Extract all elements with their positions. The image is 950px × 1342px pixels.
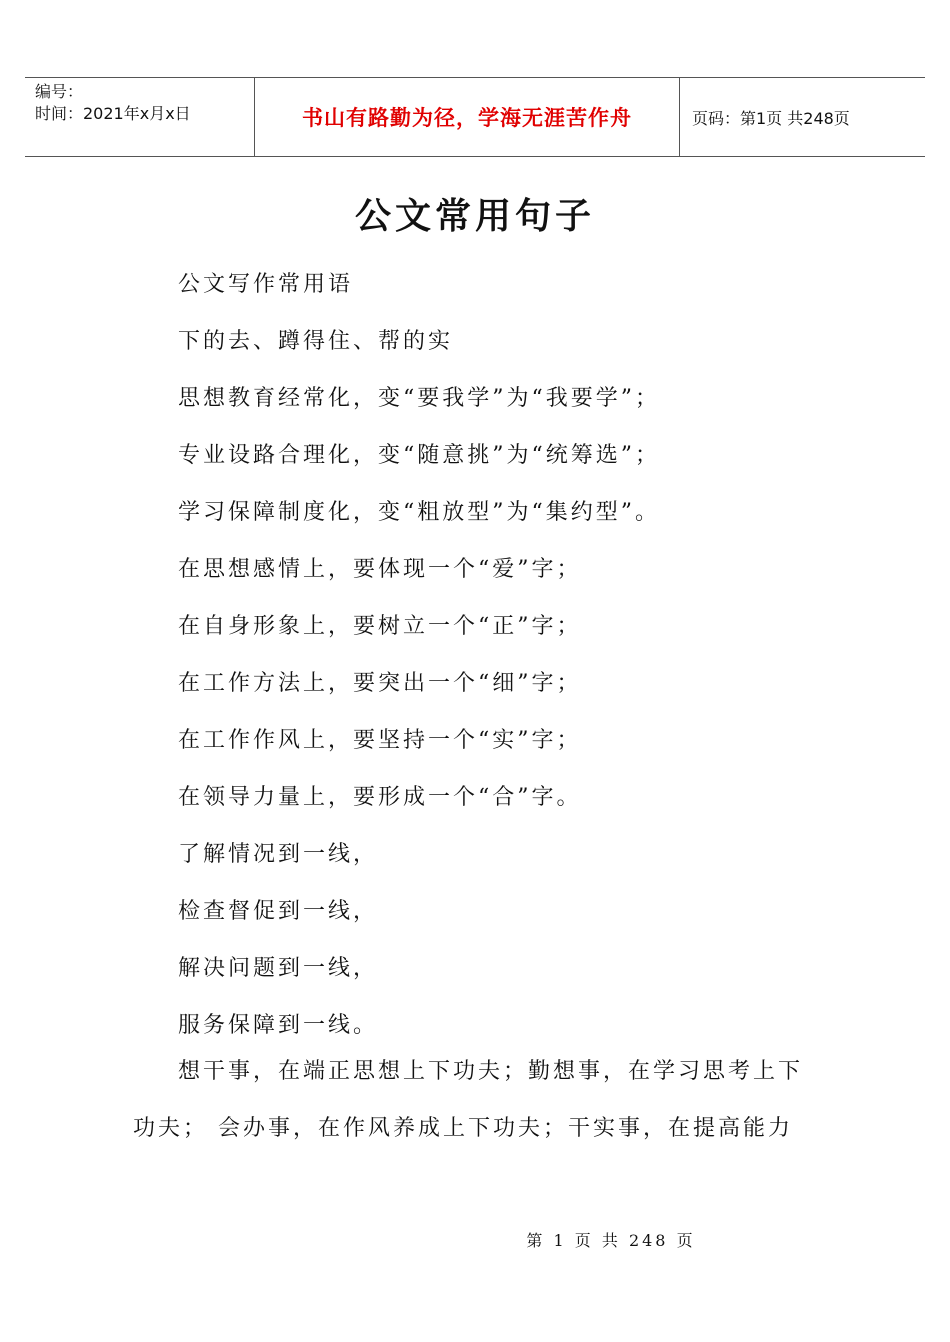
body-line: 在思想感情上，要体现一个“爱”字； <box>178 557 582 582</box>
body-lines <box>178 256 660 1054</box>
body-line: 在自身形象上，要树立一个“正”字； <box>178 614 582 639</box>
body-line: 了解情况到一线， <box>178 842 379 867</box>
body-line: 公文写作常用语 <box>178 272 354 297</box>
body-line: 检查督促到一线， <box>178 899 379 924</box>
body-line: 解决问题到一线， <box>178 956 379 981</box>
body-line: 下的去、蹲得住、帮的实 <box>178 329 454 354</box>
header-motto: 书山有路勤为径，学海无涯苦作舟 <box>254 78 680 156</box>
body-line: 在领导力量上，要形成一个“合”字。 <box>178 785 582 810</box>
time-label: 时间：2021年x月x日 <box>35 104 191 123</box>
body-line: 在工作方法上，要突出一个“细”字； <box>178 671 582 696</box>
paragraph-line: 想干事，在端正思想上下功夫；勤想事，在学习思考上下 <box>178 1059 804 1084</box>
body-line: 思想教育经常化，变“要我学”为“我要学”； <box>178 386 660 411</box>
paragraph-line: 功夫； 会办事，在作风养成上下功夫；干实事，在提高能力 <box>133 1116 793 1141</box>
header-page-info: 页码：第1页 共248页 <box>692 108 850 128</box>
body-line: 学习保障制度化，变“粗放型”为“集约型”。 <box>178 500 660 525</box>
body-line: 服务保障到一线。 <box>178 1013 379 1038</box>
document-header <box>25 77 925 157</box>
document-title: 公文常用句子 <box>354 195 595 237</box>
header-meta <box>25 78 254 156</box>
body-paragraph <box>133 1043 833 1157</box>
number-label: 编号： <box>35 82 84 101</box>
page-footer: 第 1 页 共 248 页 <box>526 1231 696 1250</box>
body-line: 专业设路合理化，变“随意挑”为“统筹选”； <box>178 443 660 468</box>
body-line: 在工作作风上，要坚持一个“实”字； <box>178 728 582 753</box>
